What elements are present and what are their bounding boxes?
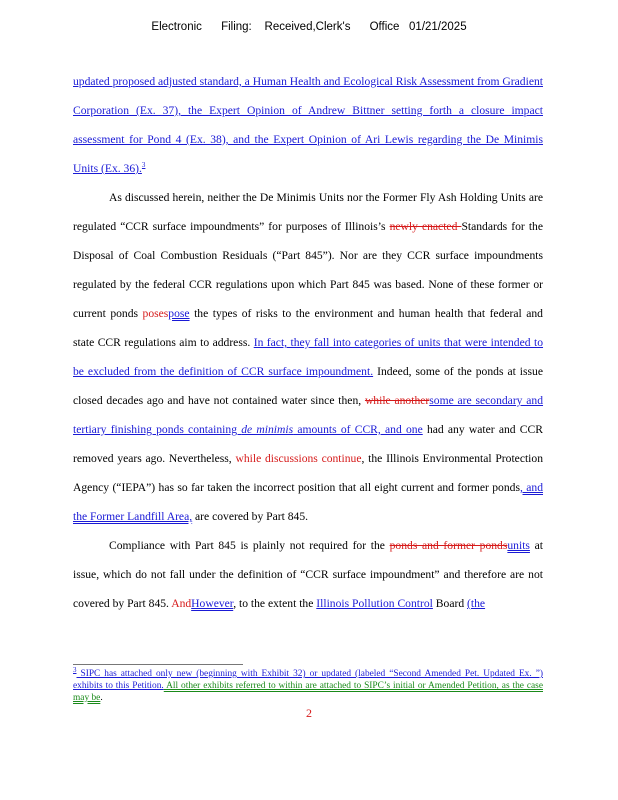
text-run: Indeed, some of the ponds at issue closed decades ago and have not contained water since then, xyxy=(73,365,543,407)
footnote-inserted-text: SIPC has attached only new (beginning with Exhibit 32) or updated (labeled “Second Amended Pet. Updated Ex. ”) exhibits to this Petition. xyxy=(73,669,543,691)
deleted-text: while another xyxy=(364,394,430,407)
paragraph-3 xyxy=(73,531,543,618)
paragraph-2 xyxy=(73,183,543,531)
changed-text: while discussions continue xyxy=(235,452,362,465)
text-run: at issue, which do not fall under the definition of “CCR surface impoundment” and therefore are not covered by Part 845. xyxy=(73,539,543,610)
footnote-separator xyxy=(73,664,243,665)
inserted-text: , and the Former Landfill Area, xyxy=(73,481,543,523)
text-run: the types of risks to the environment and human health that federal and state CCR regulations aim to address. xyxy=(73,307,543,349)
footnote xyxy=(73,665,543,704)
inserted-text: amounts of CCR, and one xyxy=(293,423,423,436)
text-run: , the Illinois Environmental Protection Agency (“IEPA”) has so far taken the incorrect position that all eight current and former ponds xyxy=(73,452,543,494)
text-run: are covered by Part 845. xyxy=(192,510,309,523)
deleted-text: ponds and former ponds xyxy=(389,539,508,552)
footnote-number: 3 xyxy=(73,665,77,674)
inserted-text: units xyxy=(507,539,530,552)
footnote-period: . xyxy=(100,693,103,703)
filing-header: Electronic Filing: Received,Clerk's Office 01/21/2025 xyxy=(151,21,467,33)
inserted-italic-text: de minimis xyxy=(241,423,294,436)
inserted-text: updated proposed adjusted standard, a Human Health and Ecological Risk Assessment from Gradient Corporation (Ex. 37), the Expert Opinion of Andrew Bittner setting forth a closure impact assessment for Pond 4 (Ex. 38), and the Expert Opinion of Ari Lewis regarding the De Minimis Units (Ex. 36). xyxy=(73,75,543,175)
page-number: 2 xyxy=(306,706,312,720)
changed-text: And xyxy=(171,597,192,610)
inserted-text: In fact, they fall into categories of units that were intended to be excluded from the definition of CCR surface impoundment. xyxy=(73,336,544,378)
inserted-text: some are secondary and tertiary finishing ponds containing xyxy=(73,394,544,436)
text-run: Standards for the Disposal of Coal Combustion Residuals (“Part 845”). Nor are they CCR surface impoundments regulated by the federal CCR regulations upon which Part 845 was based. None of these former or current ponds xyxy=(73,220,543,320)
changed-text: poses xyxy=(142,307,169,320)
body-text xyxy=(73,67,543,618)
deleted-text: newly enacted xyxy=(389,220,462,233)
text-run: Board xyxy=(432,597,468,610)
footnote-moved-text: All other exhibits referred to within are attached to SIPC’s initial or Amended Petition, as the case may be xyxy=(73,681,543,703)
inserted-text: pose xyxy=(168,307,190,320)
text-run: As discussed herein, neither the De Minimis Units nor the Former Fly Ash Holding Units are regulated “CCR surface impoundments” for purposes of Illinois’s xyxy=(73,191,543,233)
text-run: had any water and CCR removed years ago. Nevertheless, xyxy=(73,423,543,465)
inserted-text: However xyxy=(191,597,234,610)
inserted-text: Illinois Pollution Control xyxy=(316,597,433,610)
paragraph-1 xyxy=(73,67,543,183)
text-run: , to the extent the xyxy=(233,597,317,610)
inserted-text: (the xyxy=(467,597,486,610)
footnote-reference[interactable]: 3 xyxy=(141,161,146,170)
text-run: Compliance with Part 845 is plainly not required for the xyxy=(109,539,390,552)
